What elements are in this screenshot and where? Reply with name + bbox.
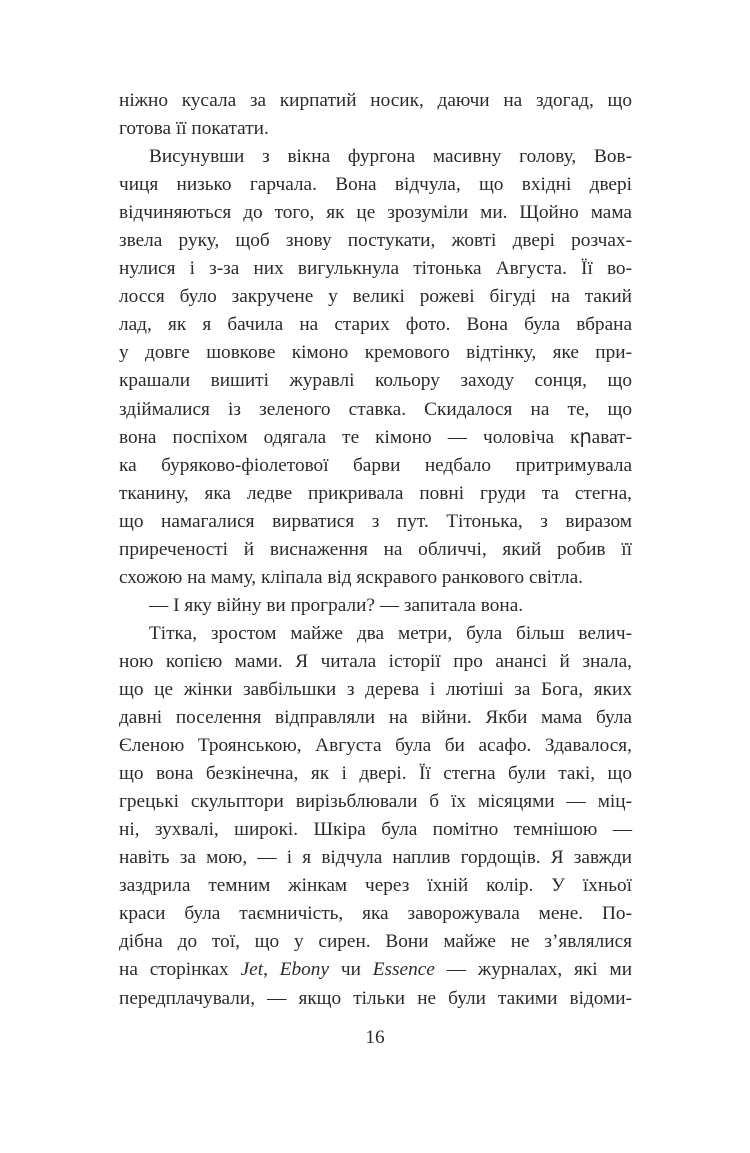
text-line: ною копією мами. Я читала історії про анансі й знала, <box>119 650 632 672</box>
text-line: передплачували, — якщо тільки не були такими відоми- <box>119 987 632 1009</box>
text-line: що намагалися вирватися з пут. Тітонька, з виразом <box>119 510 632 532</box>
magazine-title-jet: Jet <box>240 959 264 981</box>
page-number: 16 <box>365 1027 385 1048</box>
text-segment: чи <box>329 959 373 981</box>
page-body-text <box>119 87 632 1013</box>
text-line: звела руку, щоб знову постукати, жовті двері розчах- <box>119 230 632 252</box>
text-line: ні, зухвалі, широкі. Шкіра була помітно темнішою — <box>119 819 632 841</box>
text-line: давні поселення відправляли на війни. Якби мама була <box>119 707 632 729</box>
text-line: краси була таємничість, яка заворожувала мене. По- <box>119 903 632 925</box>
text-line: грецькі скульптори вирізьблювали б їх місяцями — міц- <box>119 791 632 813</box>
text-line: тканину, яка ледве прикривала повні груди та стегна, <box>119 482 632 504</box>
text-line: що вона безкінечна, як і двері. Її стегна були такі, що <box>119 763 632 785</box>
text-line: вона поспіхом одягала те кімоно — чоловіча кրават- <box>119 426 632 448</box>
text-line <box>119 956 632 984</box>
text-line: — І яку війну ви програли? — запитала вона. <box>149 594 524 616</box>
text-line: навіть за мою, — і я відчула наплив гордощів. Я завжди <box>119 847 632 869</box>
text-line: лад, як я бачила на старих фото. Вона була вбрана <box>119 314 632 336</box>
text-line: Тітка, зростом майже два метри, була більш велич- <box>149 622 632 644</box>
text-line: ка буряково-фіолетової барви недбало притримувала <box>119 454 632 476</box>
text-line: Єленою Троянською, Августа була би асафо. Здавалося, <box>119 735 632 757</box>
text-line: здіймалися із зеленого ставка. Скидалося на те, що <box>119 398 632 420</box>
text-line: лосся було закручене у великі рожеві бігуді на такий <box>119 286 632 308</box>
text-segment: , <box>263 959 280 981</box>
text-line: крашали вишиті журавлі кольору заходу сонця, що <box>119 370 632 392</box>
text-line: нулися і з-за них вигулькнула тітонька Августа. Її во- <box>119 258 632 280</box>
text-line: чиця низько гарчала. Вона відчула, що вхідні двері <box>119 174 632 196</box>
text-line: ніжно кусала за кирпатий носик, даючи на здогад, що <box>119 90 632 111</box>
text-line: заздрила темним жінкам через їхній колір. У їхньої <box>119 875 632 897</box>
text-line: що це жінки завбільшки з дерева і лютіші за Бога, яких <box>119 678 632 700</box>
text-line: у довге шовкове кімоно кремового відтінку, яке при- <box>119 342 632 364</box>
magazine-title-ebony: Ebony <box>279 959 330 981</box>
text-line: дібна до тої, що у сирен. Вони майже не з’являлися <box>119 931 632 953</box>
magazine-title-essence: Essence <box>372 959 435 981</box>
text-line: готова її покатати. <box>119 118 269 140</box>
text-line: відчиняються до того, як це зрозуміли ми. Щойно мама <box>119 202 632 224</box>
text-segment: — журналах, які ми <box>434 959 633 981</box>
text-line: приреченості й виснаження на обличчі, який робив її <box>119 538 632 560</box>
text-line: Висунувши з вікна фургона масивну голову, Вов- <box>149 146 632 168</box>
text-segment: на сторінках <box>119 959 241 981</box>
text-line: схожою на маму, кліпала від яскравого ранкового світла. <box>119 566 583 588</box>
